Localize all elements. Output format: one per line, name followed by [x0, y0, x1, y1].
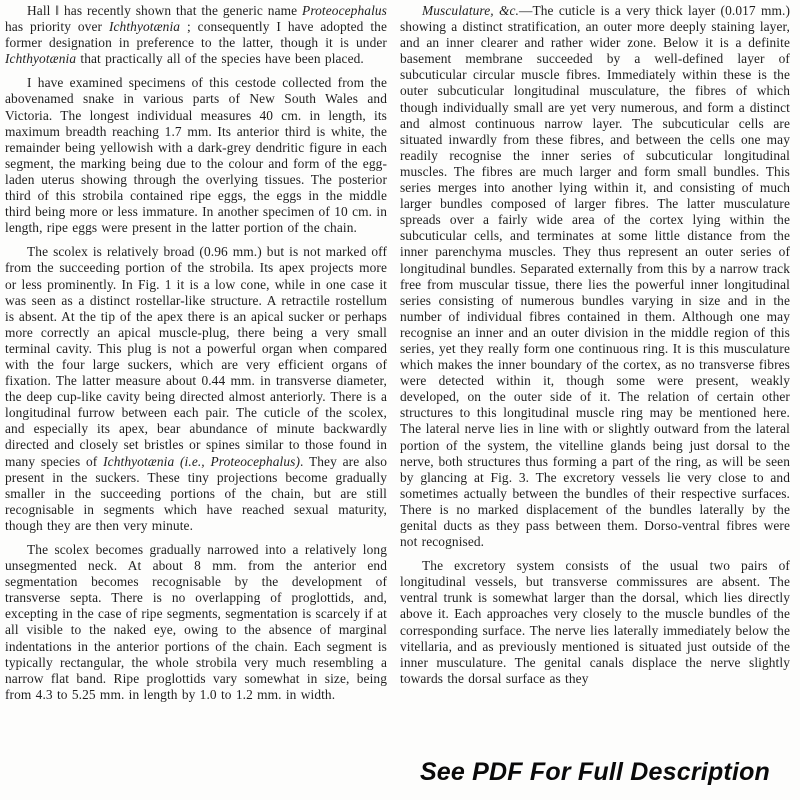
text-run: The scolex becomes gradually narrowed into a relatively long unsegmented neck. At about 8 mm. from the anterior end segmentation becomes recognisable by the development of transverse septa. There is no overlapping of proglottids, and, excepting in the case of ripe segments, segmentation is scarcely if at all visible to the naked eye, owing to the absence of marginal indentations in the anterior portions of the chain. Each segment is typically rectangular, the whole strobila very much resembling a narrow flat band. Ripe proglottids vary somewhat in size, being from 4.3 to 5.25 mm. in length by 1.0 to 1.2 mm. in width. — [5, 542, 387, 702]
text-run: The scolex is relatively broad (0.96 mm.) but is not marked off from the succeeding portion of the strobila. Its apex projects more or less prominently. In Fig. 1 it is a low cone, while in one case it was seen as a distinct rostellar-like structure. A retractile rostellum is absent. At the tip of the apex there is an apical sucker or perhaps more correctly an apical muscle-plug, there being a very small terminal cavity. This plug is not a powerful organ when compared with the four large suckers, which are very efficient organs of fixation. The latter measure about 0.44 mm. in transverse diameter, the deep cup-like cavity being directed almost anteriorly. There is a longitudinal furrow between each pair. The cuticle of the scolex, and especially its apex, bear abundance of minute backwardly directed and closely set bristles or spines similar to those found in many species of — [5, 244, 387, 469]
text-run: Hall ‖ has recently shown that the generic name — [27, 3, 303, 18]
text-run: I have examined specimens of this cestode collected from the abovenamed snake in various parts of New South Wales and Victoria. The longest individual measures 40 cm. in length, its maximum breadth reaching 1.7 mm. Its anterior third is white, the remainder being yellowish with a dark-grey dendritic figure in each segment, the marking being due to the colour and form of the egg-laden uterus showing through the overlying tissues. The posterior third of this strobila contained ripe eggs, the eggs in the middle third being more or less immature. In another specimen of 10 cm. in length, ripe eggs were present in the latter portion of the chain. — [5, 75, 387, 236]
right-text-column — [400, 3, 790, 695]
paragraph — [5, 244, 387, 534]
text-run: . They are also present in the suckers. These tiny projections become gradually smaller in the succeeding portions of the chain, but are still recognisable in segments which have reached sexual maturity, though they are then very minute. — [5, 453, 387, 533]
paragraph — [400, 558, 790, 687]
italic-text-run: Ichthyotænia — [108, 19, 181, 35]
italic-text-run: Ichthyotænia — [5, 51, 77, 67]
paragraph — [5, 75, 387, 236]
paragraph — [5, 542, 387, 703]
paragraph — [5, 3, 387, 67]
text-run: —The cuticle is a very thick layer (0.017 mm.) showing a distinct stratification, an outer more deeply staining layer, and an inner clearer and rather wider zone. Below it is a definite basement membrane succeeded by a well-defined layer of subcuticular circular muscle fibres. Immediately within these is the outer subcuticular longitudinal musculature, the fibres of which though individually small are yet very numerous, and form a distinct and almost continuous narrow layer. The subcuticular cells are situated inwardly from these fibres, and between the cells one may readily recognise the inner series of subcuticular longitudinal muscles. The fibres are much larger and form small bundles. This series merges into another lying within it, and consisting of much larger bundles composed of larger fibres. The latter musculature spreads over a fairly wide area of the cortex lying within the subcuticular cells, and terminates at some little distance from the inner parenchyma muscles. They thus represent an outer series of longitudinal bundles. Separated externally from this by a narrow track free from muscular tissue, there lies the powerful inner longitudinal series consisting of numerous bundles varying in size and in the number of individual fibres contained in them. Although one may recognise an inner and an outer division in the middle region of this series, yet they really form one continuous ring. It is this musculature which makes the inner boundary of the cortex, as no transverse fibres were detected within it, though some were present, weakly developed, on the outer side of it. The relation of certain other structures to this longitudinal muscle ring may be mentioned here. The lateral nerve lies in line with or slightly outward from the lateral portion of the system, the vitelline glands being just dorsal to the nerve, both structures thus forming a part of the ring, as will be seen by glancing at Fig. 3. The excretory vessels lie very close to and sometimes actually between the bundles of their respective surfaces. There is no marked displacement of the bundles laterally by the genital ducts as they pass between them. Dorso-ventral fibres were not recognised. — [400, 3, 790, 550]
text-run: ; consequently I have adopted the former designation in preference to the latter, though it is under — [5, 19, 387, 51]
left-text-column — [5, 3, 387, 711]
italic-text-run: Ichthyotænia (i.e., Proteocephalus) — [103, 453, 301, 469]
italic-text-run: Proteocephalus — [302, 3, 387, 18]
text-run: The excretory system consists of the usual two pairs of longitudinal vessels, but transverse commissures are absent. The ventral trunk is somewhat larger than the dorsal, which lies directly above it. Each approaches very closely to the muscle bundles of the corresponding surface. The nerve lies laterally immediately below the vitellaria, and as previously mentioned is situated just outside of the inner musculature. The genital canals displace the nerve slightly towards the dorsal surface as they — [400, 558, 790, 686]
italic-text-run: Musculature, &c. — [422, 3, 519, 18]
text-run: that practically all of the species have been placed. — [76, 51, 364, 67]
text-run: has priority over — [5, 19, 109, 35]
paragraph — [400, 3, 790, 550]
see-pdf-note: See PDF For Full Description — [419, 758, 771, 786]
